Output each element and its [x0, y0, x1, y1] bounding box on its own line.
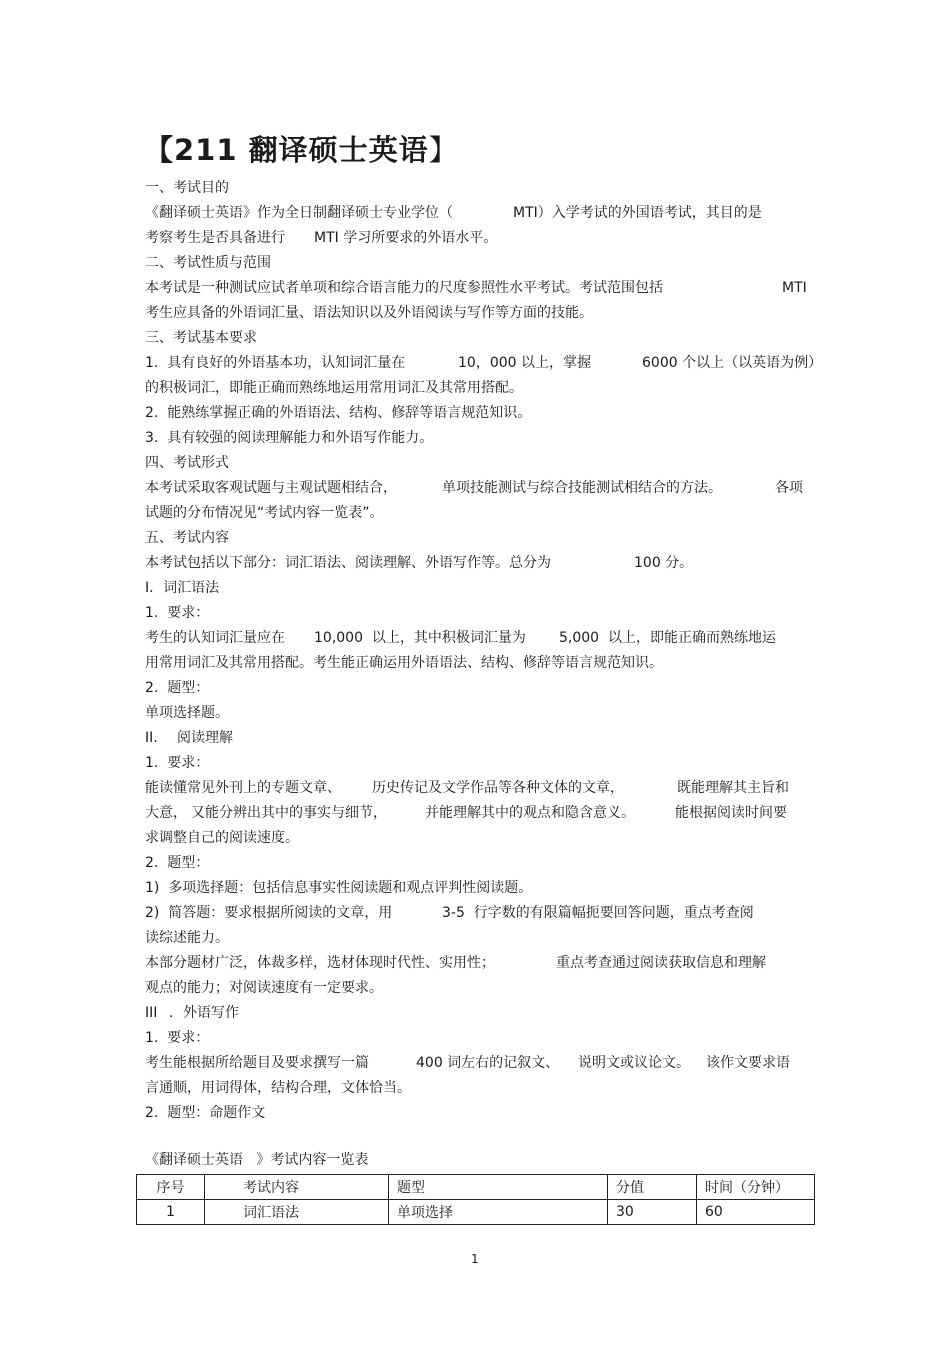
text-segment: 用常用词汇及其常用搭配。考生能正确运用外语语法、结构、修辞等语言规范知识。 — [145, 655, 663, 671]
text-line — [145, 701, 825, 726]
text-line — [145, 951, 825, 976]
text-line — [145, 251, 825, 276]
text-segment: 并能理解其中的观点和隐含意义。 — [425, 805, 635, 821]
text-segment: 读综述能力。 — [145, 930, 229, 946]
text-segment: MTI — [782, 280, 807, 296]
text-segment: 10，000 以上，掌握 — [458, 355, 591, 371]
text-segment: 2. 题型：命题作文 — [145, 1105, 266, 1121]
text-segment: III — [145, 1005, 158, 1021]
text-line — [145, 776, 825, 801]
table-cell: 1 — [137, 1200, 205, 1225]
text-segment: 大意， — [145, 805, 187, 821]
table-caption: 《翻译硕士英语 》考试内容一览表 — [145, 1152, 369, 1168]
text-line — [145, 976, 825, 1001]
table-cell: 30 — [608, 1200, 697, 1225]
text-line — [145, 326, 825, 351]
text-line — [145, 376, 825, 401]
text-segment: 五、考试内容 — [145, 530, 229, 546]
table-cell: 词汇语法 — [205, 1200, 389, 1225]
text-segment: MTI 学习所要求的外语水平。 — [314, 230, 498, 246]
text-segment: 考生应具备的外语词汇量、语法知识以及外语阅读与写作等方面的技能。 — [145, 305, 593, 321]
text-segment: ．外语写作 — [169, 1005, 239, 1021]
text-segment: 言通顺，用词得体，结构合理，文体恰当。 — [145, 1080, 411, 1096]
text-segment: 三、考试基本要求 — [145, 330, 257, 346]
text-segment: 5,000 以上，即能正确而熟练地运 — [559, 630, 776, 646]
text-segment: 10,000 以上，其中积极词汇量为 — [314, 630, 526, 646]
text-line — [145, 851, 825, 876]
text-line — [145, 576, 825, 601]
text-line — [145, 901, 825, 926]
table-header-cell: 题型 — [389, 1175, 608, 1200]
text-segment: 各项 — [775, 480, 803, 496]
text-segment: 2. 题型： — [145, 680, 210, 696]
text-segment: 二、考试性质与范围 — [145, 255, 271, 271]
table-header-cell: 分值 — [608, 1175, 697, 1200]
text-segment: 2. 能熟练掌握正确的外语语法、结构、修辞等语言规范知识。 — [145, 405, 532, 421]
text-segment: 本考试采取客观试题与主观试题相结合， — [145, 480, 397, 496]
text-line — [145, 226, 825, 251]
table-header-cell: 序号 — [137, 1175, 205, 1200]
text-segment: I．词汇语法 — [145, 580, 220, 596]
text-segment: 该作文要求语 — [706, 1055, 790, 1071]
text-line — [145, 551, 825, 576]
text-segment: 既能理解其主旨和 — [677, 780, 789, 796]
text-segment: 的积极词汇，即能正确而熟练地运用常用词汇及其常用搭配。 — [145, 380, 523, 396]
text-line — [145, 426, 825, 451]
text-line — [145, 276, 825, 301]
text-segment: 1. 要求： — [145, 755, 210, 771]
text-segment: 本考试是一种测试应试者单项和综合语言能力的尺度参照性水平考试。考试范围包括 — [145, 280, 663, 296]
table-cell: 60 — [697, 1200, 815, 1225]
text-line — [145, 826, 825, 851]
text-segment: 1. 要求： — [145, 1030, 210, 1046]
text-segment: II. — [145, 730, 158, 746]
text-line — [145, 351, 825, 376]
text-line — [145, 501, 825, 526]
text-segment: MTI）入学考试的外国语考试，其目的是 — [513, 205, 762, 221]
text-line — [145, 876, 825, 901]
text-segment: 一、考试目的 — [145, 180, 229, 196]
text-line — [145, 476, 825, 501]
exam-content-table — [136, 1174, 815, 1225]
document-title — [144, 128, 459, 169]
text-line — [145, 176, 825, 201]
text-line — [145, 301, 825, 326]
text-segment: 单项技能测试与综合技能测试相结合的方法。 — [442, 480, 722, 496]
text-line — [145, 926, 825, 951]
text-segment: 单项选择题。 — [145, 705, 229, 721]
text-line — [145, 651, 825, 676]
text-segment: 1. 具有良好的外语基本功，认知词汇量在 — [145, 355, 406, 371]
text-segment: 3-5 行字数的有限篇幅扼要回答问题，重点考查阅 — [442, 905, 754, 921]
text-line — [145, 1051, 825, 1076]
text-segment: 能读懂常见外刊上的专题文章、 — [145, 780, 341, 796]
page-number: 1 — [471, 1252, 479, 1266]
text-segment: 考生能根据所给题目及要求撰写一篇 — [145, 1055, 369, 1071]
text-line — [145, 526, 825, 551]
text-segment: 3. 具有较强的阅读理解能力和外语写作能力。 — [145, 430, 434, 446]
text-line — [145, 676, 825, 701]
text-segment: 100 分。 — [634, 555, 694, 571]
text-segment: 本部分题材广泛，体裁多样，选材体现时代性、实用性； — [145, 955, 495, 971]
body-text — [145, 176, 825, 1126]
table-header-cell: 考试内容 — [205, 1175, 389, 1200]
text-segment: 观点的能力；对阅读速度有一定要求。 — [145, 980, 383, 996]
text-segment: 求调整自己的阅读速度。 — [145, 830, 299, 846]
text-line — [145, 1026, 825, 1051]
text-segment: 《翻译硕士英语》作为全日制翻译硕士专业学位（ — [145, 205, 453, 221]
text-segment: 本考试包括以下部分：词汇语法、阅读理解、外语写作等。总分为 — [145, 555, 551, 571]
table-cell: 单项选择 — [389, 1200, 608, 1225]
text-line — [145, 1101, 825, 1126]
text-line — [145, 626, 825, 651]
text-line — [145, 751, 825, 776]
text-segment: 阅读理解 — [177, 730, 233, 746]
text-line — [145, 601, 825, 626]
title-main: 【211 翻译硕士英语 — [144, 133, 429, 167]
text-segment: 重点考查通过阅读获取信息和理解 — [556, 955, 766, 971]
text-segment: 考察考生是否具备进行 — [145, 230, 285, 246]
text-line — [145, 801, 825, 826]
table-row — [137, 1200, 815, 1225]
text-line — [145, 451, 825, 476]
table-header-row — [137, 1175, 815, 1200]
text-segment: 400 词左右的记叙文、 — [416, 1055, 560, 1071]
text-segment: 说明文或议论文。 — [578, 1055, 690, 1071]
text-segment: 6000 个以上（以英语为例） — [642, 355, 823, 371]
text-segment: 试题的分布情况见“考试内容一览表”。 — [145, 505, 384, 521]
text-segment: 1. 要求： — [145, 605, 210, 621]
text-segment: 1) 多项选择题：包括信息事实性阅读题和观点评判性阅读题。 — [145, 880, 533, 896]
text-segment: 又能分辨出其中的事实与细节， — [191, 805, 387, 821]
text-segment: 能根据阅读时间要 — [675, 805, 787, 821]
text-line — [145, 1076, 825, 1101]
text-line — [145, 726, 825, 751]
text-segment: 历史传记及文学作品等各种文体的文章， — [372, 780, 624, 796]
text-line — [145, 201, 825, 226]
text-segment: 四、考试形式 — [145, 455, 229, 471]
title-close-bracket: 】 — [428, 133, 459, 167]
table-header-cell: 时间（分钟） — [697, 1175, 815, 1200]
text-segment: 2. 题型： — [145, 855, 210, 871]
text-segment: 2) 简答题：要求根据所阅读的文章，用 — [145, 905, 393, 921]
text-line — [145, 401, 825, 426]
text-line — [145, 1001, 825, 1026]
text-segment: 考生的认知词汇量应在 — [145, 630, 285, 646]
